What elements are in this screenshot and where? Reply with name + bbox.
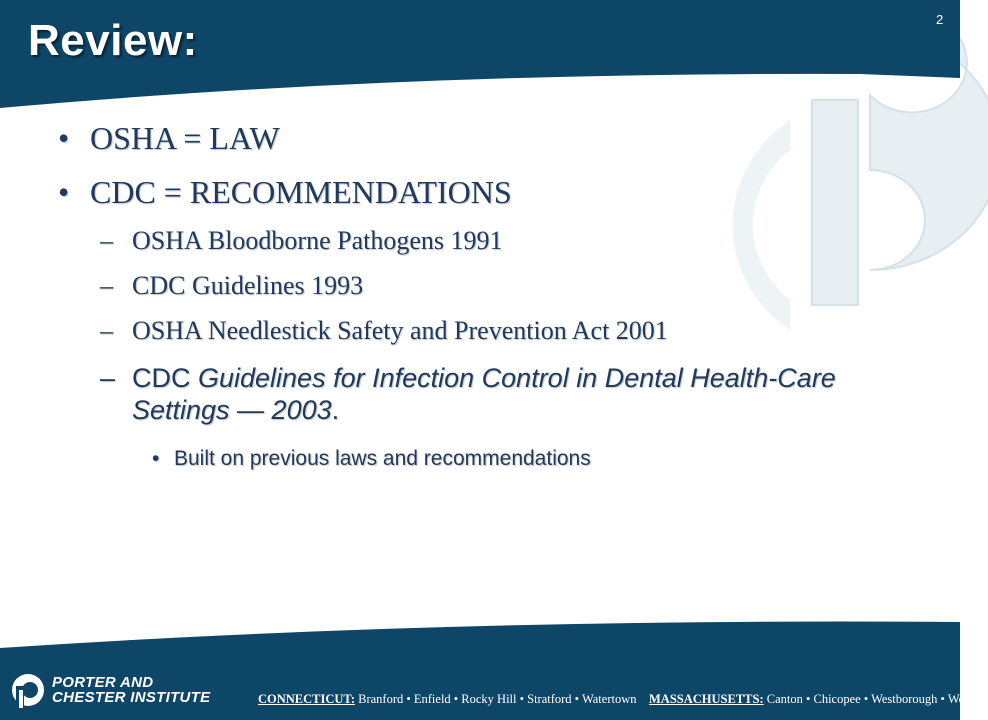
bullet-marker: •: [152, 447, 160, 470]
ct-cities: Branford • Enfield • Rocky Hill • Stratford • Watertown: [358, 692, 637, 706]
ct-label: CONNECTICUT:: [258, 692, 355, 706]
institute-name: [52, 675, 210, 705]
sub-sub-item-built-on: [152, 446, 591, 472]
cdc-document-title: Guidelines for Infection Control in Dental Health-Care Settings — 2003: [132, 363, 836, 425]
bullet-osha-law: [58, 118, 280, 158]
sub-item-text: OSHA Bloodborne Pathogens 1991: [132, 226, 503, 255]
logo-line-1: PORTER AND: [52, 674, 154, 691]
sub-item-cdc-dental-guidelines: [100, 362, 900, 426]
bullet-text: CDC = RECOMMENDATIONS: [90, 174, 512, 210]
sub-item-text: OSHA Needlestick Safety and Prevention Act 2001: [132, 316, 668, 345]
sub-item-text: [132, 362, 900, 426]
cdc-prefix: CDC: [132, 363, 198, 393]
sub-item-osha-bloodborne: [100, 225, 503, 257]
sub-sub-item-text: Built on previous laws and recommendations: [174, 447, 591, 470]
logo-line-2: CHESTER INSTITUTE: [52, 689, 211, 706]
ma-label: MASSACHUSETTS:: [649, 692, 764, 706]
campus-locations: [258, 692, 988, 707]
bullet-text: OSHA = LAW: [90, 120, 280, 156]
dash-marker: –: [100, 271, 113, 300]
bullet-marker: •: [58, 174, 70, 210]
sub-item-cdc-guidelines: [100, 270, 363, 302]
dash-marker: –: [100, 226, 113, 255]
cdc-suffix: .: [331, 395, 340, 425]
dash-marker: –: [100, 316, 113, 345]
slide-number: 2: [936, 12, 944, 27]
ma-cities: Canton • Chicopee • Westborough • Woburn: [766, 692, 988, 706]
slide-title: Review:: [28, 16, 198, 65]
bullet-cdc-recommendations: [58, 172, 512, 212]
dash-marker: –: [100, 363, 116, 393]
sub-item-text: CDC Guidelines 1993: [132, 271, 364, 300]
sub-item-osha-needlestick: [100, 315, 668, 347]
bullet-marker: •: [58, 120, 70, 156]
